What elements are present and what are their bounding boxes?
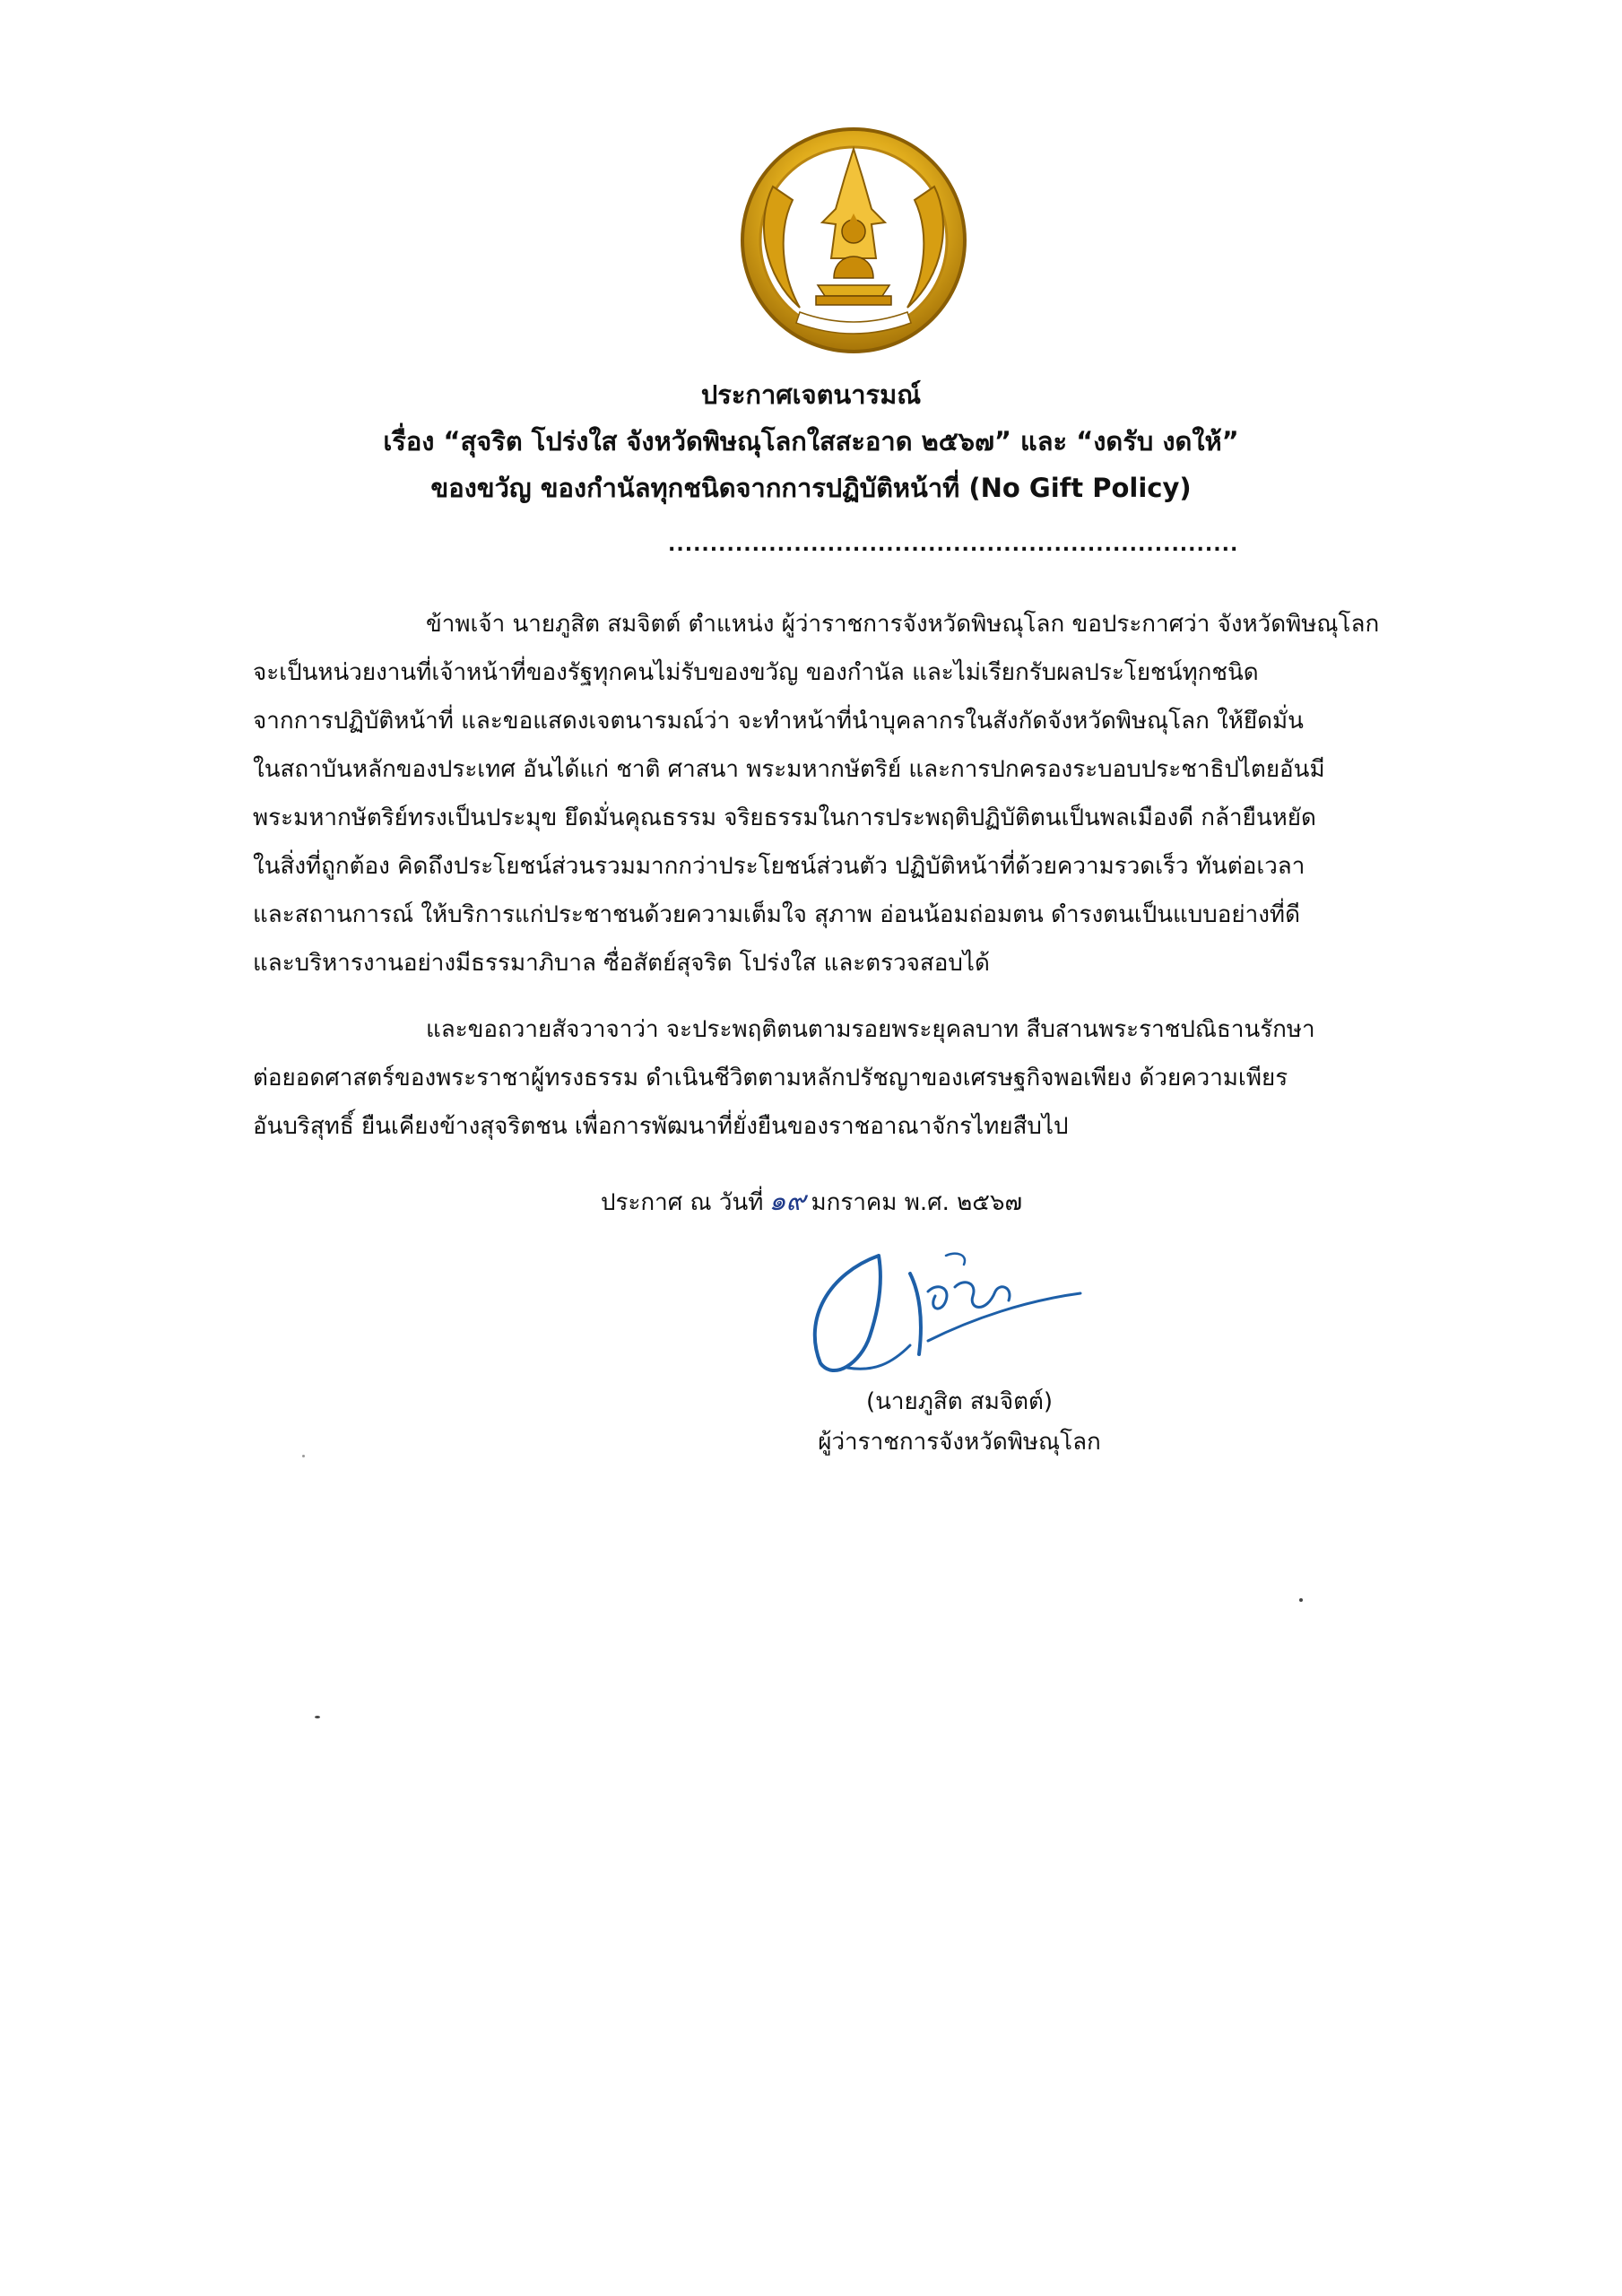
- paragraph-1-line: จะเป็นหน่วยงานที่เจ้าหน้าที่ของรัฐทุกคนไม่รับของขวัญ ของกำนัล และไม่เรียกรับผลประโยชน์ทุกชนิด: [253, 659, 1259, 686]
- signatory-name: (นายภูสิต สมจิตต์): [865, 1388, 1054, 1415]
- scan-speck: [1299, 1598, 1303, 1602]
- date-suffix: มกราคม พ.ศ. ๒๕๖๗: [811, 1189, 1023, 1216]
- announcement-subject: เรื่อง “สุจริต โปร่งใส จังหวัดพิษณุโลกใสสะอาด ๒๕๖๗” และ “งดรับ งดให้”: [383, 426, 1239, 457]
- paragraph-1-line: ในสถาบันหลักของประเทศ อันได้แก่ ชาติ ศาสนา พระมหากษัตริย์ และการปกครองระบอบประชาธิปไตยอันมี: [253, 756, 1325, 783]
- paragraph-1-line: และสถานการณ์ ให้บริการแก่ประชาชนด้วยความเต็มใจ สุภาพ อ่อนน้อมถ่อมตน ดำรงตนเป็นแบบอย่างที่ดี: [253, 901, 1300, 928]
- paragraph-2-line: ต่อยอดศาสตร์ของพระราชาผู้ทรงธรรม ดำเนินชีวิตตามหลักปรัชญาของเศรษฐกิจพอเพียง ด้วยความเพียร: [253, 1065, 1288, 1091]
- paragraph-2-line: และขอถวายสัจวาจาว่า จะประพฤติตนตามรอยพระยุคลบาท สืบสานพระราชปณิธานรักษา: [426, 1016, 1315, 1043]
- paragraph-1-line: จากการปฏิบัติหน้าที่ และขอแสดงเจตนารมณ์ว่า จะทำหน้าที่นำบุคลากรในสังกัดจังหวัดพิษณุโลก ให้ยึดมั่น: [253, 708, 1304, 735]
- scan-speck: [302, 1455, 305, 1457]
- scan-speck: [315, 1716, 320, 1718]
- paragraph-1-line: และบริหารงานอย่างมีธรรมาภิบาล ซื่อสัตย์สุจริต โปร่งใส และตรวจสอบได้: [253, 950, 990, 977]
- date-prefix: ประกาศ ณ วันที่: [601, 1189, 764, 1216]
- handwritten-signature-icon: [794, 1238, 1089, 1390]
- date-day-handwritten: ๑๙: [768, 1186, 806, 1217]
- paragraph-1-line: ในสิ่งที่ถูกต้อง คิดถึงประโยชน์ส่วนรวมมากกว่าประโยชน์ส่วนตัว ปฏิบัติหน้าที่ด้วยความรวดเร็ว ทันต่อเวลา: [253, 853, 1305, 880]
- announcement-date: [601, 1186, 1022, 1219]
- paragraph-1-line: พระมหากษัตริย์ทรงเป็นประมุข ยึดมั่นคุณธรรม จริยธรรมในการประพฤติปฏิบัติตนเป็นพลเมืองดี กล้ายืนหยัด: [253, 804, 1316, 831]
- announcement-title: ประกาศเจตนารมณ์: [700, 379, 922, 410]
- title-divider: ....................................................................: [668, 534, 1239, 556]
- paragraph-2-line: อันบริสุทธิ์ ยืนเคียงข้างสุจริตชน เพื่อการพัฒนาที่ยั่งยืนของราชอาณาจักรไทยสืบไป: [253, 1113, 1069, 1140]
- announcement-subject-continued: ของขวัญ ของกำนัลทุกชนิดจากการปฏิบัติหน้าที่ (No Gift Policy): [430, 473, 1192, 503]
- provincial-seal-icon: [737, 124, 970, 357]
- paragraph-1-line: ข้าพเจ้า นายภูสิต สมจิตต์ ตำแหน่ง ผู้ว่าราชการจังหวัดพิษณุโลก ขอประกาศว่า จังหวัดพิษณุโลก: [426, 611, 1380, 638]
- signatory-title: ผู้ว่าราชการจังหวัดพิษณุโลก: [818, 1429, 1101, 1456]
